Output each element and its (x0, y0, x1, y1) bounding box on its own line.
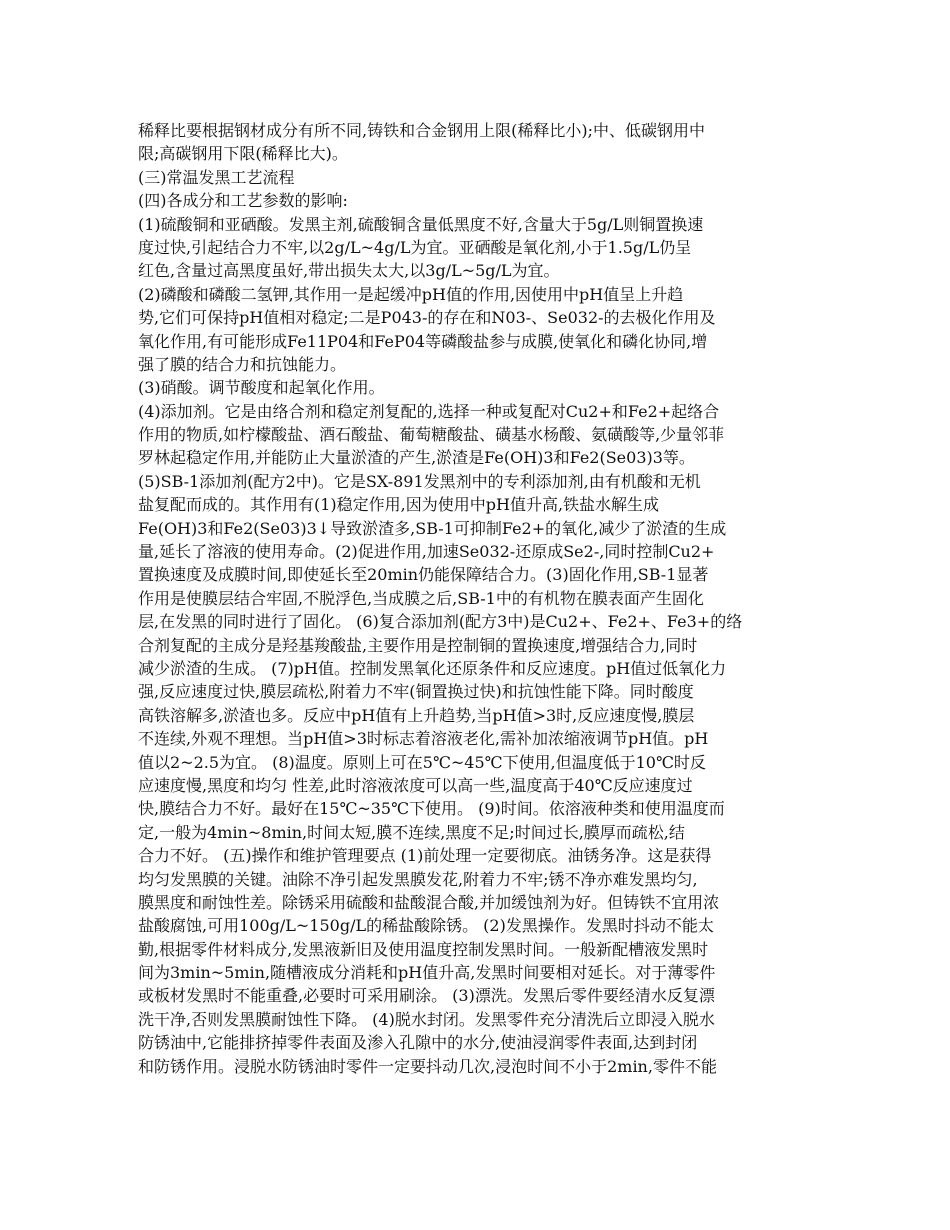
text-line: 应速度慢,黑度和均匀 性差,此时溶液浓度可以高一些,温度高于40℃反应速度过 (138, 775, 693, 795)
text-line: 不连续,外观不理想。当pH值>3时标志着溶液老化,需补加浓缩液调节pH值。pH (138, 729, 709, 749)
text-line: 合力不好。 (五)操作和维护管理要点 (1)前处理一定要彻底。油锈务净。这是获得 (138, 846, 712, 866)
text-line: 均匀发黑膜的关键。油除不净引起发黑膜发花,附着力不牢;锈不净亦难发黑均匀, (138, 869, 698, 889)
text-line: 强了膜的结合力和抗蚀能力。 (138, 354, 347, 374)
text-line: 值以2~2.5为宜。 (8)温度。原则上可在5℃~45℃下使用,但温度低于10℃时反 (138, 752, 706, 772)
text-line: 限;高碳钢用下限(稀释比大)。 (138, 144, 348, 164)
text-line: 快,膜结合力不好。最好在15℃~35℃下使用。 (9)时间。依溶液种类和使用温度而 (138, 799, 725, 819)
text-line: (4)添加剂。它是由络合剂和稳定剂复配的,选择一种或复配对Cu2+和Fe2+起络合 (138, 401, 720, 421)
text-line: 稀释比要根据钢材成分有所不同,铸铁和合金钢用上限(稀释比小);中、低碳钢用中 (138, 121, 705, 140)
text-line: 红色,含量过高黑度虽好,带出损失太大,以3g/L~5g/L为宜。 (138, 261, 560, 281)
text-line: 减少淤渣的生成。 (7)pH值。控制发黑氧化还原条件和反应速度。pH值过低氧化力 (138, 658, 727, 678)
text-line: 势,它们可保持pH值相对稳定;二是P043-的存在和N03-、Se032-的去极化作用及 (138, 308, 716, 328)
text-line: 合剂复配的主成分是羟基羧酸盐,主要作用是控制铜的置换速度,增强结合力,同时 (138, 635, 698, 655)
section-heading: (三)常温发黑工艺流程 (138, 167, 295, 187)
text-line: 定,一般为4min~8min,时间太短,膜不连续,黑度不足;时间过长,膜厚而疏松,结 (138, 822, 685, 842)
text-line: 或板材发黑时不能重叠,必要时可采用刷涂。 (3)漂洗。发黑后零件要经清水反复漂 (138, 986, 715, 1006)
document-body (138, 119, 816, 1078)
text-line: 强,反应速度过快,膜层疏松,附着力不牢(铜置换过快)和抗蚀性能下降。同时酸度 (138, 682, 694, 702)
text-line: 作用的物质,如柠檬酸盐、酒石酸盐、葡萄糖酸盐、磺基水杨酸、氨磺酸等,少量邻菲 (138, 425, 725, 445)
text-line: 高铁溶解多,淤渣也多。反应中pH值有上升趋势,当pH值>3时,反应速度慢,膜层 (138, 705, 695, 725)
text-line: 洗干净,否则发黑膜耐蚀性下降。 (4)脱水封闭。发黑零件充分清洗后立即浸入脱水 (138, 1009, 715, 1029)
text-line: 作用是使膜层结合牢固,不脱浮色,当成膜之后,SB-1中的有机物在膜表面产生固化 (138, 588, 704, 608)
text-line: 度过快,引起结合力不牢,以2g/L~4g/L为宜。亚硒酸是氧化剂,小于1.5g/L仍呈 (138, 237, 692, 257)
text-line: 罗林起稳定作用,并能防止大量淤渣的产生,淤渣是Fe(OH)3和Fe2(Se03)3等。 (138, 448, 695, 468)
text-line: Fe(OH)3和Fe2(Se03)3↓导致淤渣多,SB-1可抑制Fe2+的氧化,减少了淤渣的生成 (138, 518, 727, 538)
text-line: 量,延长了溶液的使用寿命。(2)促进作用,加速Se032-还原成Se2-,同时控制Cu2+ (138, 542, 715, 562)
text-line: 盐复配而成的。其作用有(1)稳定作用,因为使用中pH值升高,铁盐水解生成 (138, 495, 660, 515)
text-line: 氧化作用,有可能形成Fe11P04和FeP04等磷酸盐参与成膜,使氧化和磷化协同,增 (138, 331, 708, 351)
text-line: 盐酸腐蚀,可用100g/L~150g/L的稀盐酸除锈。 (2)发黑操作。发黑时抖动不能太 (138, 916, 714, 936)
text-line: 层,在发黑的同时进行了固化。 (6)复合添加剂(配方3中)是Cu2+、Fe2+、Fe3+的络 (138, 612, 743, 632)
text-line: 和防锈作用。浸脱水防锈油时零件一定要抖动几次,浸泡时间不小于2min,零件不能 (138, 1056, 717, 1076)
text-line: 防锈油中,它能排挤掉零件表面及渗入孔隙中的水分,使油浸润零件表面,达到封闭 (138, 1033, 698, 1053)
text-line: 勤,根据零件材料成分,发黑液新旧及使用温度控制发黑时间。一般新配槽液发黑时 (138, 939, 709, 959)
text-line: (5)SB-1添加剂(配方2中)。它是SX-891发黑剂中的专利添加剂,由有机酸和无机 (138, 471, 701, 491)
text-line: 置换速度及成膜时间,即使延长至20min仍能保障结合力。(3)固化作用,SB-1显著 (138, 565, 709, 585)
text-line: (1)硫酸铜和亚硒酸。发黑主剂,硫酸铜含量低黑度不好,含量大于5g/L则铜置换速 (138, 214, 704, 234)
section-heading: (四)各成分和工艺参数的影响: (138, 191, 348, 211)
text-line: 间为3min~5min,随槽液成分消耗和pH值升高,发黑时间要相对延长。对于薄零件 (138, 963, 716, 983)
text-line: (3)硝酸。调节酸度和起氧化作用。 (138, 378, 385, 398)
text-line: (2)磷酸和磷酸二氢钾,其作用一是起缓冲pH值的作用,因使用中pH值呈上升趋 (138, 284, 684, 304)
text-line: 膜黑度和耐蚀性差。除锈采用硫酸和盐酸混合酸,并加缓蚀剂为好。但铸铁不宜用浓 (138, 892, 720, 912)
